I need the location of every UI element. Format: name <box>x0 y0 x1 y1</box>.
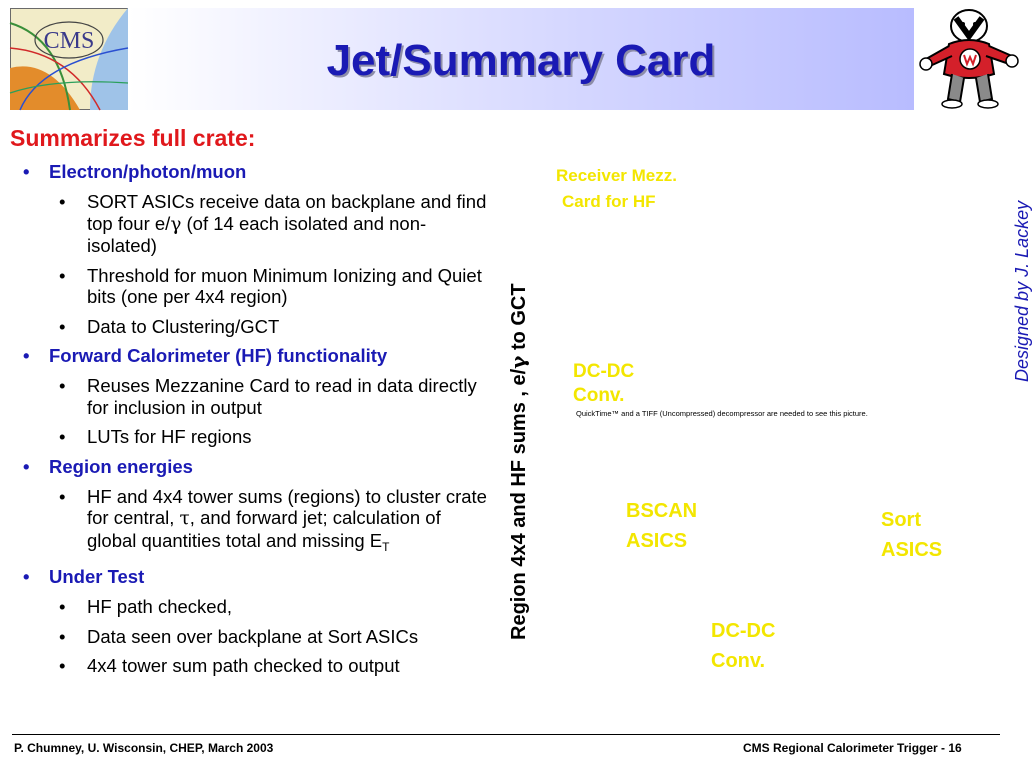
list-item: • Threshold for muon Minimum Ionizing and Quiet bits (one per 4x4 region) <box>59 264 482 307</box>
footer-page-number: CMS Regional Calorimeter Trigger - 16 <box>743 741 962 755</box>
dcdc-conv-label-bottom: DC-DC Conv. <box>711 620 776 672</box>
slide-subtitle: Summarizes full crate: <box>10 125 256 151</box>
footer-author: P. Chumney, U. Wisconsin, CHEP, March 2003 <box>14 741 274 755</box>
list-item: • HF and 4x4 tower sums (regions) to cluster crate for central, τ, and forward jet; calculation of global quantities total and missing $E_T$ <box>59 485 487 554</box>
bscan-asics-label: BSCAN ASICS <box>626 500 698 552</box>
list-item: • Data to Clustering/GCT <box>59 315 280 337</box>
title-banner <box>128 8 914 110</box>
list-item: • Reuses Mezzanine Card to read in data directly for inclusion in output <box>59 375 477 418</box>
receiver-mezz-label: Receiver Mezz. Card for HF <box>556 166 677 211</box>
designer-credit: Designed by J. Lackey <box>1012 200 1032 382</box>
section-heading: • Electron/photon/muon <box>23 161 247 182</box>
missing-picture-notice: QuickTime™ and a TIFF (Uncompressed) decompressor are needed to see this picture. <box>576 409 868 418</box>
footer-divider <box>12 734 1000 735</box>
section-heading: • Under Test <box>23 566 145 587</box>
dcdc-conv-label-top: DC-DC Conv. <box>573 361 635 406</box>
cms-logo <box>10 8 128 110</box>
list-item: • HF path checked, <box>59 596 232 617</box>
sort-asics-label: Sort ASICS <box>881 509 943 561</box>
list-item: • SORT ASICs receive data on backplane and find top four e/γ (of 14 each isolated and non-isolated) <box>59 191 487 256</box>
list-item: • 4x4 tower sum path checked to output <box>59 655 400 676</box>
bullet-list <box>20 161 490 685</box>
list-item: • LUTs for HF regions <box>59 426 252 447</box>
cms-logo-text: CMS <box>43 28 95 54</box>
gct-output-label: Region 4x4 and HF sums , e/γ to GCT <box>506 283 530 640</box>
section-heading: • Region energies <box>23 455 193 477</box>
slide-title: Jet/Summary Card <box>326 36 716 85</box>
list-item: • Data seen over backplane at Sort ASICs <box>59 625 419 647</box>
section-heading: • Forward Calorimeter (HF) functionality <box>23 345 388 366</box>
badger-mascot-image <box>914 4 1024 112</box>
